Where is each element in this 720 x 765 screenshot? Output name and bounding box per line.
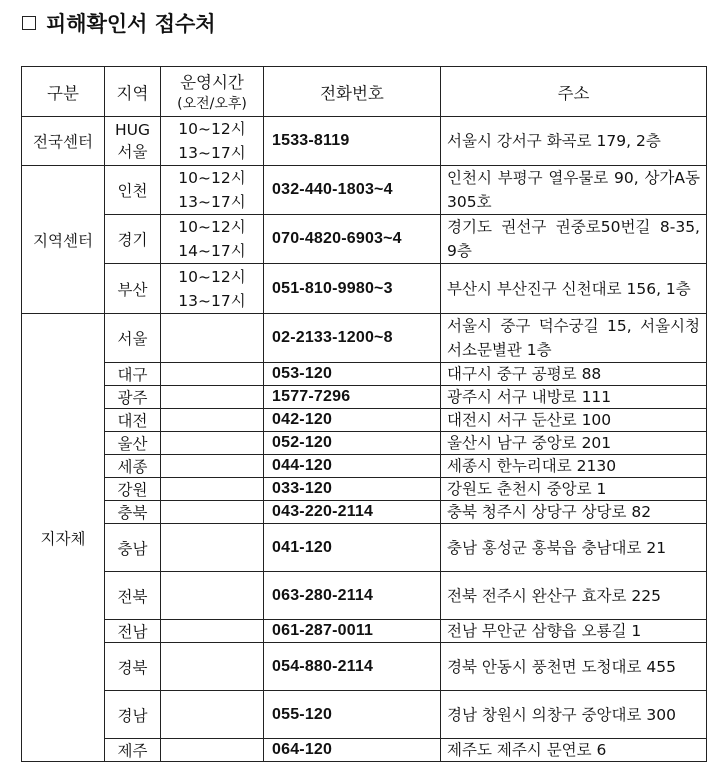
hours-cell-empty (161, 620, 264, 643)
header-hours-sub: (오전/오후) (177, 95, 247, 112)
region-cell: 전남 (105, 620, 161, 643)
address-cell: 제주도 제주시 문연로 6 (441, 739, 707, 762)
category-local: 지자체 (22, 314, 105, 762)
address-cell: 세종시 한누리대로 2130 (441, 455, 707, 478)
address-cell: 경남 창원시 의창구 중앙대로 300 (441, 691, 707, 739)
address-cell: 충북 청주시 상당구 상당로 82 (441, 501, 707, 524)
hours-cell (161, 264, 264, 314)
region-line2: 서울 (117, 143, 148, 161)
table-row (22, 363, 707, 386)
region-cell: 강원 (105, 478, 161, 501)
region-cell (105, 117, 161, 166)
phone-cell: 061-287-0011 (264, 620, 441, 643)
address-cell: 서울시 중구 덕수궁길 15, 서울시청 서소문별관 1층 (441, 314, 707, 363)
table-row (22, 264, 707, 314)
hours-cell (161, 117, 264, 166)
address-cell: 전남 무안군 삼향읍 오룡길 1 (441, 620, 707, 643)
reception-table (21, 66, 707, 762)
category-regional: 지역센터 (22, 166, 105, 314)
phone-cell: 053-120 (264, 363, 441, 386)
region-cell: 충남 (105, 524, 161, 572)
hours-am: 10~12시 (178, 218, 246, 236)
phone-cell: 063-280-2114 (264, 572, 441, 620)
phone-cell: 042-120 (264, 409, 441, 432)
category-national: 전국센터 (22, 117, 105, 166)
header-hours (161, 67, 264, 117)
table-row (22, 739, 707, 762)
hours-cell-empty (161, 524, 264, 572)
table-row (22, 524, 707, 572)
header-address: 주소 (441, 67, 707, 117)
table-row (22, 314, 707, 363)
phone-cell: 033-120 (264, 478, 441, 501)
table-row (22, 620, 707, 643)
phone-cell: 051-810-9980~3 (264, 264, 441, 314)
region-cell: 경북 (105, 643, 161, 691)
phone-cell: 02-2133-1200~8 (264, 314, 441, 363)
table-row (22, 117, 707, 166)
table-row (22, 501, 707, 524)
phone-cell: 043-220-2114 (264, 501, 441, 524)
hours-pm: 13~17시 (178, 144, 246, 162)
table-row (22, 432, 707, 455)
table-row (22, 166, 707, 215)
phone-cell: 054-880-2114 (264, 643, 441, 691)
table-row (22, 455, 707, 478)
hours-cell (161, 166, 264, 215)
address-cell: 전북 전주시 완산구 효자로 225 (441, 572, 707, 620)
address-cell: 서울시 강서구 화곡로 179, 2층 (441, 117, 707, 166)
region-cell: 대구 (105, 363, 161, 386)
region-cell: 인천 (105, 166, 161, 215)
hours-pm: 14~17시 (178, 242, 246, 260)
phone-cell: 052-120 (264, 432, 441, 455)
region-cell: 울산 (105, 432, 161, 455)
address-cell: 광주시 서구 내방로 111 (441, 386, 707, 409)
address-cell: 경북 안동시 풍천면 도청대로 455 (441, 643, 707, 691)
hours-cell-empty (161, 691, 264, 739)
hours-cell-empty (161, 455, 264, 478)
hours-cell-empty (161, 432, 264, 455)
region-cell: 광주 (105, 386, 161, 409)
region-cell: 전북 (105, 572, 161, 620)
region-cell: 세종 (105, 455, 161, 478)
phone-cell: 1577-7296 (264, 386, 441, 409)
address-cell: 부산시 부산진구 신천대로 156, 1층 (441, 264, 707, 314)
hours-cell-empty (161, 501, 264, 524)
region-line1: HUG (114, 121, 150, 139)
hours-am: 10~12시 (178, 267, 246, 286)
table-row (22, 215, 707, 264)
hours-cell-empty (161, 572, 264, 620)
hours-cell-empty (161, 409, 264, 432)
region-cell: 제주 (105, 739, 161, 762)
hours-cell-empty (161, 363, 264, 386)
title-text: 피해확인서 접수처 (46, 12, 216, 36)
hours-cell-empty (161, 314, 264, 363)
header-row (22, 67, 707, 117)
table-row (22, 572, 707, 620)
hours-cell-empty (161, 739, 264, 762)
table-row (22, 478, 707, 501)
region-cell: 부산 (105, 264, 161, 314)
phone-cell: 032-440-1803~4 (264, 166, 441, 215)
hours-cell-empty (161, 386, 264, 409)
hours-pm: 13~17시 (178, 291, 246, 310)
region-cell: 충북 (105, 501, 161, 524)
phone-cell: 064-120 (264, 739, 441, 762)
hours-cell-empty (161, 478, 264, 501)
address-cell: 울산시 남구 중앙로 201 (441, 432, 707, 455)
empty-square-icon (22, 16, 36, 30)
header-region: 지역 (105, 67, 161, 117)
hours-am: 10~12시 (178, 120, 246, 138)
hours-am: 10~12시 (178, 169, 246, 187)
hours-cell (161, 215, 264, 264)
header-category: 구분 (22, 67, 105, 117)
table-row (22, 409, 707, 432)
address-cell: 경기도 권선구 권중로50번길 8-35, 9층 (441, 215, 707, 264)
hours-cell-empty (161, 643, 264, 691)
address-cell: 대구시 중구 공평로 88 (441, 363, 707, 386)
document-title (22, 8, 216, 38)
region-cell: 경남 (105, 691, 161, 739)
phone-cell: 1533-8119 (264, 117, 441, 166)
header-hours-main: 운영시간 (180, 72, 244, 92)
table-row (22, 643, 707, 691)
region-cell: 서울 (105, 314, 161, 363)
header-phone: 전화번호 (264, 67, 441, 117)
phone-cell: 070-4820-6903~4 (264, 215, 441, 264)
phone-cell: 044-120 (264, 455, 441, 478)
address-cell: 대전시 서구 둔산로 100 (441, 409, 707, 432)
hours-pm: 13~17시 (178, 193, 246, 211)
table-row (22, 386, 707, 409)
address-cell: 인천시 부평구 열우물로 90, 상가A동 305호 (441, 166, 707, 215)
phone-cell: 041-120 (264, 524, 441, 572)
address-cell: 충남 홍성군 홍북읍 충남대로 21 (441, 524, 707, 572)
table-row (22, 691, 707, 739)
region-cell: 경기 (105, 215, 161, 264)
address-cell: 강원도 춘천시 중앙로 1 (441, 478, 707, 501)
phone-cell: 055-120 (264, 691, 441, 739)
region-cell: 대전 (105, 409, 161, 432)
